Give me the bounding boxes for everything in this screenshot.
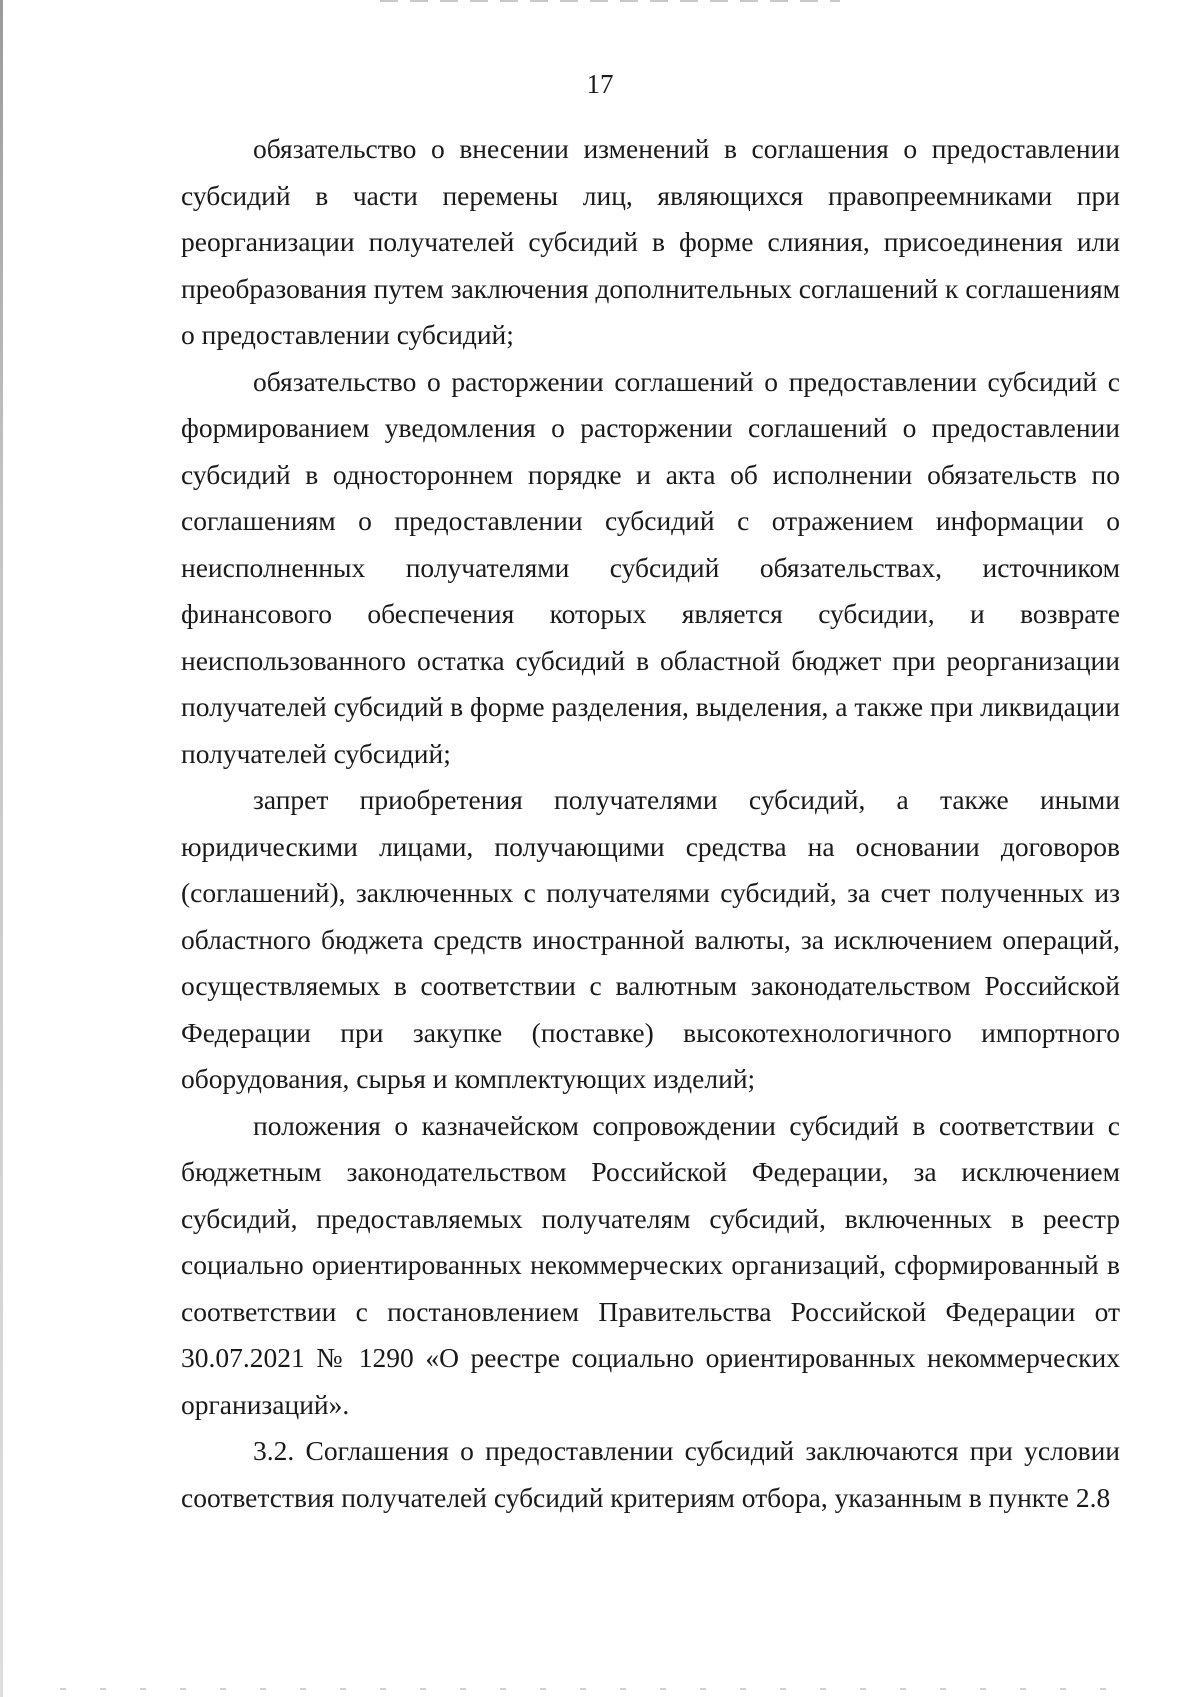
scan-top-edge bbox=[380, 0, 840, 2]
paragraph-treasury-support: положения о казначейском сопровождении субсидий в соответствии с бюджетным законодательством Российской Федерации, за исключением субсидий, предоставляемых получателям субсидий, включенных в реестр социально ориентированных некоммерческих организаций, сформированный в соответствии с постановлением Правительства Российской Федерации от 30.07.2021 № 1290 «О реестре социально ориентированных некоммерческих организаций». bbox=[181, 1109, 1120, 1420]
paragraph-amendment-obligation: обязательство о внесении изменений в соглашения о предоставлении субсидий в части перемены лиц, являющихся правопреемниками при реорганизации получателей субсидий в форме слияния, присоединения или преобразования путем заключения дополнительных соглашений к соглашениям о предоставлении субсидий; bbox=[181, 133, 1120, 350]
paragraph-section-3-2: 3.2. Соглашения о предоставлении субсидий заключаются при условии соответствия получателей субсидий критериям отбора, указанным в пункте 2.8 bbox=[181, 1435, 1120, 1513]
paragraph-currency-prohibition: запрет приобретения получателями субсидий, а также иными юридическими лицами, получающими средства на основании договоров (соглашений), заключенных с получателями субсидий, за счет полученных из областного бюджета средств иностранной валюты, за исключением операций, осуществляемых в соответствии с валютным законодательством Российской Федерации при закупке (поставке) высокотехнологичного импортного оборудования, сырья и комплектующих изделий; bbox=[181, 784, 1120, 1094]
document-body bbox=[181, 126, 1120, 1521]
scan-bottom-edge bbox=[60, 1688, 1140, 1690]
paragraph-termination-obligation: обязательство о расторжении соглашений о предоставлении субсидий с формированием уведомления о расторжении соглашений о предоставлении субсидий в одностороннем порядке и акта об исполнении обязательств по соглашениям о предоставлении субсидий с отражением информации о неисполненных получателями субсидий обязательствах, источником финансового обеспечения которых является субсидии, и возврате неиспользованного остатка субсидий в областной бюджет при реорганизации получателей субсидий в форме разделения, выделения, а также при ликвидации получателей субсидий; bbox=[181, 365, 1120, 769]
page-number: 17 bbox=[586, 69, 614, 99]
scan-left-edge bbox=[0, 0, 3, 1697]
